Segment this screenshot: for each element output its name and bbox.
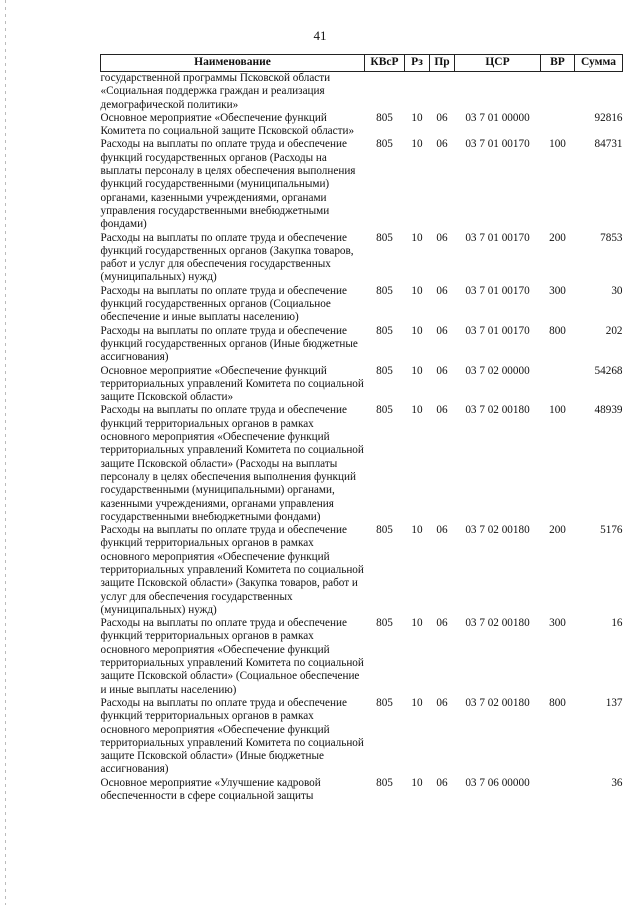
row-sum: 202 — [605, 324, 623, 337]
row-csr: 03 7 01 00170 — [465, 284, 530, 297]
row-sum: 137 — [605, 696, 623, 709]
row-rz: 10 — [411, 324, 423, 337]
row-kvsr: 805 — [376, 364, 393, 377]
row-csr — [455, 72, 541, 112]
budget-table — [100, 54, 623, 803]
row-pr: 06 — [436, 696, 448, 709]
row-sum: 30 — [611, 284, 623, 297]
row-csr: 03 7 01 00170 — [465, 324, 530, 337]
row-rz: 10 — [411, 617, 423, 630]
row-vr — [541, 777, 575, 804]
row-name: Расходы на выплаты по оплате труда и обеспечение функций государственных органов (Иные бюджетные ассигнования) — [100, 324, 358, 364]
header-pr: Пр — [430, 55, 455, 72]
row-kvsr: 805 — [376, 284, 393, 297]
row-csr: 03 7 02 00180 — [465, 617, 530, 630]
scan-left-edge — [5, 0, 6, 905]
table-row — [101, 365, 623, 405]
page-number: 41 — [313, 28, 327, 43]
row-vr: 100 — [549, 404, 566, 417]
row-rz — [405, 72, 430, 112]
table-row — [101, 72, 623, 112]
row-name: Расходы на выплаты по оплате труда и обеспечение функций государственных органов (Социальное обеспечение и иные выплаты населению) — [100, 284, 347, 324]
header-rz: Рз — [405, 55, 430, 72]
row-sum: 7853 — [600, 231, 623, 244]
row-pr: 06 — [436, 617, 448, 630]
row-kvsr: 805 — [376, 231, 393, 244]
header-csr: ЦСР — [455, 55, 541, 72]
row-rz: 10 — [411, 696, 423, 709]
row-vr: 200 — [549, 231, 566, 244]
row-vr: 800 — [549, 324, 566, 337]
row-kvsr: 805 — [376, 138, 393, 151]
row-rz: 10 — [411, 776, 423, 789]
header-vr: ВР — [541, 55, 575, 72]
row-vr: 800 — [549, 696, 566, 709]
row-name: Расходы на выплаты по оплате труда и обеспечение функций государственных органов (Закупка товаров, работ и услуг для обеспечения государственных (муниципальных) нужд) — [100, 231, 354, 284]
row-rz: 10 — [411, 404, 423, 417]
row-name: Расходы на выплаты по оплате труда и обеспечение функций территориальных органов в рамках основного мероприятия «Обеспечение функций территориальных управлений Комитета по социальной защите Псковской области» (Закупка товаров, работ и услуг для обеспечения государственных (муниципальных) нужд) — [100, 524, 364, 616]
table-row — [101, 325, 623, 365]
row-csr: 03 7 02 00180 — [465, 524, 530, 537]
row-rz: 10 — [411, 284, 423, 297]
row-vr: 300 — [549, 284, 566, 297]
row-pr: 06 — [436, 284, 448, 297]
row-kvsr: 805 — [376, 404, 393, 417]
row-vr: 300 — [549, 617, 566, 630]
row-csr: 03 7 01 00170 — [465, 138, 530, 151]
row-pr: 06 — [436, 324, 448, 337]
table-row — [101, 232, 623, 285]
row-rz: 10 — [411, 138, 423, 151]
row-kvsr: 805 — [376, 111, 393, 124]
header-kvsr: КВсР — [365, 55, 405, 72]
row-name: Расходы на выплаты по оплате труда и обеспечение функций территориальных органов в рамках основного мероприятия «Обеспечение функций территориальных управлений Комитета по социальной защите Псковской области» (Расходы на выплаты персоналу в целях обеспечения выполнения функций государственными (муниципальными) органами, казенными учреждениями, органами управления государственными внебюджетными фондами) — [100, 404, 364, 523]
row-kvsr: 805 — [376, 776, 393, 789]
row-name: Расходы на выплаты по оплате труда и обеспечение функций территориальных органов в рамках основного мероприятия «Обеспечение функций территориальных управлений Комитета по социальной защите Псковской области» (Иные бюджетные ассигнования) — [100, 696, 364, 776]
row-csr: 03 7 02 00000 — [465, 364, 530, 377]
row-vr: 100 — [549, 138, 566, 151]
row-pr: 06 — [436, 776, 448, 789]
row-name: Основное мероприятие «Обеспечение функций территориальных управлений Комитета по социальной защите Псковской области» — [100, 364, 364, 404]
row-kvsr: 805 — [376, 617, 393, 630]
row-csr: 03 7 06 00000 — [465, 776, 530, 789]
table-row — [101, 404, 623, 524]
row-rz: 10 — [411, 524, 423, 537]
row-vr — [541, 365, 575, 405]
table-row — [101, 138, 623, 231]
row-pr — [430, 72, 455, 112]
row-vr — [541, 112, 575, 139]
row-kvsr: 805 — [376, 324, 393, 337]
row-pr: 06 — [436, 231, 448, 244]
row-csr: 03 7 01 00170 — [465, 231, 530, 244]
row-pr: 06 — [436, 524, 448, 537]
row-pr: 06 — [436, 111, 448, 124]
table-row — [101, 617, 623, 697]
row-rz: 10 — [411, 231, 423, 244]
row-csr: 03 7 02 00180 — [465, 404, 530, 417]
row-sum: 92816 — [594, 111, 623, 124]
row-name: государственной программы Псковской области «Социальная поддержка граждан и реализация демографической политики» — [100, 72, 331, 111]
row-sum: 54268 — [594, 364, 623, 377]
table-row — [101, 285, 623, 325]
row-sum: 16 — [611, 617, 623, 630]
row-csr: 03 7 01 00000 — [465, 111, 530, 124]
row-vr — [541, 72, 575, 112]
header-name: Наименование — [101, 55, 365, 72]
row-rz: 10 — [411, 364, 423, 377]
row-name: Расходы на выплаты по оплате труда и обеспечение функций территориальных органов в рамках основного мероприятия «Обеспечение функций территориальных управлений Комитета по социальной защите Псковской области» (Социальное обеспечение и иные выплаты населению) — [100, 617, 364, 696]
row-sum: 48939 — [594, 404, 623, 417]
row-sum — [575, 72, 623, 112]
row-rz: 10 — [411, 111, 423, 124]
row-sum: 36 — [611, 776, 623, 789]
row-sum: 84731 — [594, 138, 623, 151]
row-pr: 06 — [436, 364, 448, 377]
table-row — [101, 697, 623, 777]
table-header-row — [101, 55, 623, 72]
table-row — [101, 524, 623, 617]
header-sum: Сумма — [575, 55, 623, 72]
row-name: Расходы на выплаты по оплате труда и обеспечение функций государственных органов (Расходы на выплаты персоналу в целях обеспечения выполнения функций государственными (муниципальными) органами, казенными учреждениями, органами управления государственными внебюджетными фондами) — [100, 138, 356, 231]
row-name: Основное мероприятие «Улучшение кадровой обеспеченности в сфере социальной защиты — [100, 776, 321, 803]
row-kvsr: 805 — [376, 524, 393, 537]
table-row — [101, 112, 623, 139]
row-pr: 06 — [436, 404, 448, 417]
row-name: Основное мероприятие «Обеспечение функций Комитета по социальной защите Псковской области» — [100, 111, 355, 138]
row-kvsr — [365, 72, 405, 112]
row-kvsr: 805 — [376, 696, 393, 709]
row-vr: 200 — [549, 524, 566, 537]
row-csr: 03 7 02 00180 — [465, 696, 530, 709]
row-sum: 5176 — [600, 524, 623, 537]
row-pr: 06 — [436, 138, 448, 151]
table-row — [101, 777, 623, 804]
